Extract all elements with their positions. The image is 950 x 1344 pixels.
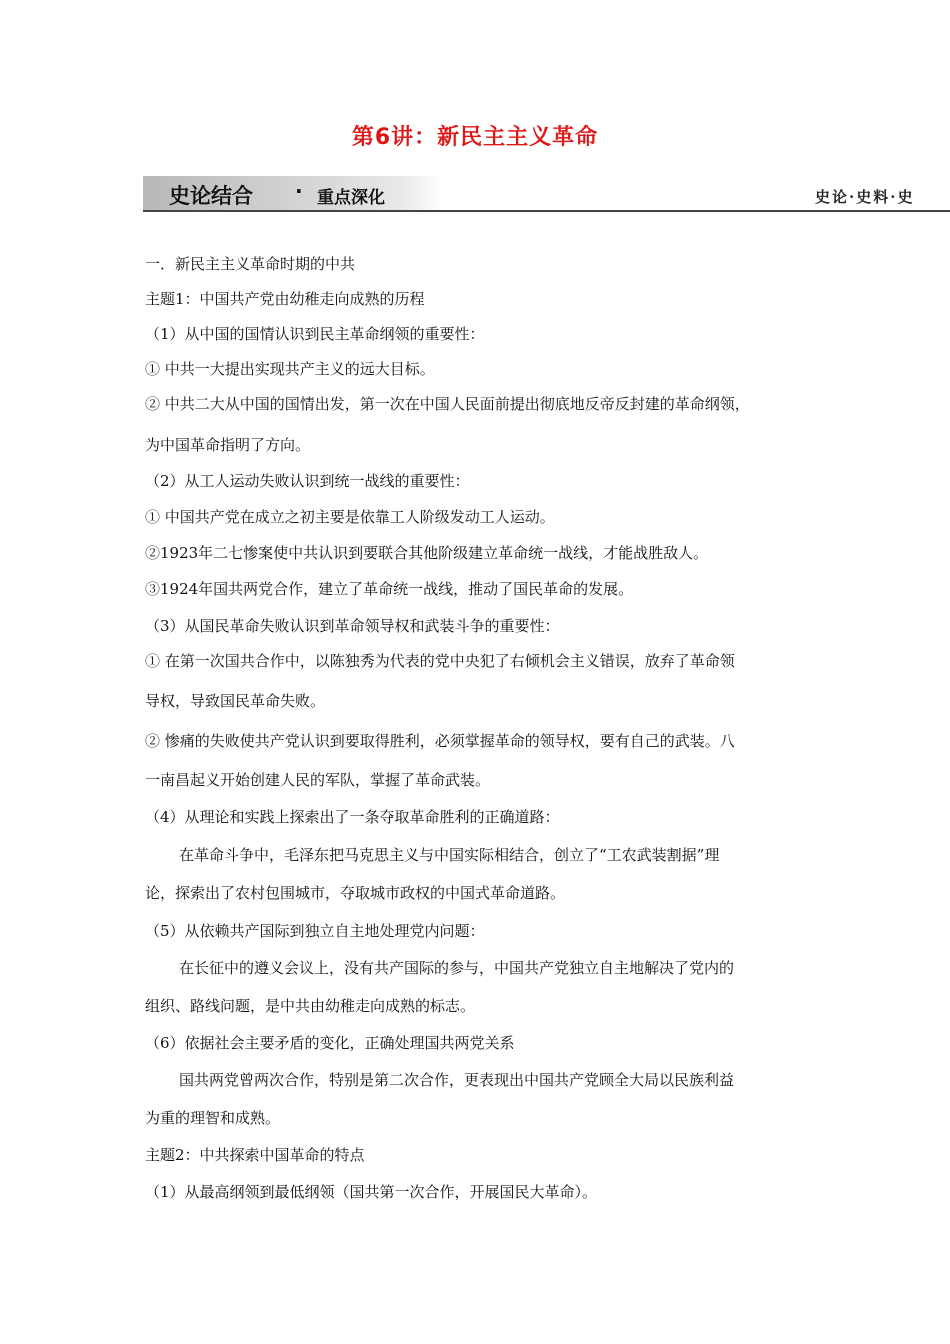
subtopic-heading: （2）从工人运动失败认识到统一战线的重要性：	[145, 472, 470, 490]
banner-right-text: 史论·史料·史	[815, 188, 915, 206]
text-line: 导权，导致国民革命失败。	[145, 692, 326, 710]
text-line: ② 中共二大从中国的国情出发，第一次在中国人民面前提出彻底地反帝反封建的革命纲领，	[145, 395, 750, 413]
topic-heading: 主题2：中共探索中国革命的特点	[145, 1146, 365, 1164]
topic-heading: 主题1：中国共产党由幼稚走向成熟的历程	[145, 290, 425, 308]
text-line: 论，探索出了农村包围城市，夺取城市政权的中国式革命道路。	[145, 884, 566, 902]
section-banner	[143, 176, 950, 212]
subtopic-heading: （5）从依赖共产国际到独立自主地处理党内问题：	[145, 922, 485, 940]
text-line: 国共两党曾两次合作，特别是第二次合作，更表现出中国共产党顾全大局以民族利益	[179, 1071, 735, 1089]
subtopic-heading: （1）从最高纲领到最低纲领（国共第一次合作，开展国民大革命）。	[145, 1183, 598, 1201]
text-line: 在长征中的遵义会议上，没有共产国际的参与，中国共产党独立自主地解决了党内的	[179, 959, 735, 977]
text-line: 一南昌起义开始创建人民的军队，掌握了革命武装。	[145, 771, 491, 789]
text-line: ②1923年二七惨案使中共认识到要联合其他阶级建立革命统一战线，才能战胜敌人。	[145, 544, 709, 562]
subtopic-heading: （4）从理论和实践上探索出了一条夺取革命胜利的正确道路：	[145, 808, 560, 826]
text-line: 为重的理智和成熟。	[145, 1109, 281, 1127]
page-title: 第6讲：新民主主义革命	[351, 125, 599, 150]
banner-sub-text: 重点深化	[317, 188, 385, 208]
text-line: ③1924年国共两党合作，建立了革命统一战线，推动了国民革命的发展。	[145, 580, 634, 598]
banner-separator-dot: ·	[295, 179, 303, 203]
text-line: ① 在第一次国共合作中，以陈独秀为代表的党中央犯了右倾机会主义错误，放弃了革命领	[145, 652, 735, 670]
subtopic-heading: （3）从国民革命失败认识到革命领导权和武装斗争的重要性：	[145, 617, 560, 635]
banner-main-text: 史论结合	[169, 184, 253, 208]
text-line: ① 中共一大提出实现共产主义的远大目标。	[145, 360, 435, 378]
subtopic-heading: （6）依据社会主要矛盾的变化，正确处理国共两党关系	[145, 1034, 515, 1052]
section-heading: 一．新民主主义革命时期的中共	[145, 255, 356, 273]
text-line: ② 惨痛的失败使共产党认识到要取得胜利，必须掌握革命的领导权，要有自己的武装。八	[145, 732, 735, 750]
text-line: 组织、路线问题，是中共由幼稚走向成熟的标志。	[145, 997, 476, 1015]
text-line: ① 中国共产党在成立之初主要是依靠工人阶级发动工人运动。	[145, 508, 555, 526]
text-line: 在革命斗争中，毛泽东把马克思主义与中国实际相结合，创立了“工农武装割据”理	[179, 846, 720, 864]
text-line: 为中国革命指明了方向。	[145, 436, 311, 454]
subtopic-heading: （1）从中国的国情认识到民主革命纲领的重要性：	[145, 325, 485, 343]
